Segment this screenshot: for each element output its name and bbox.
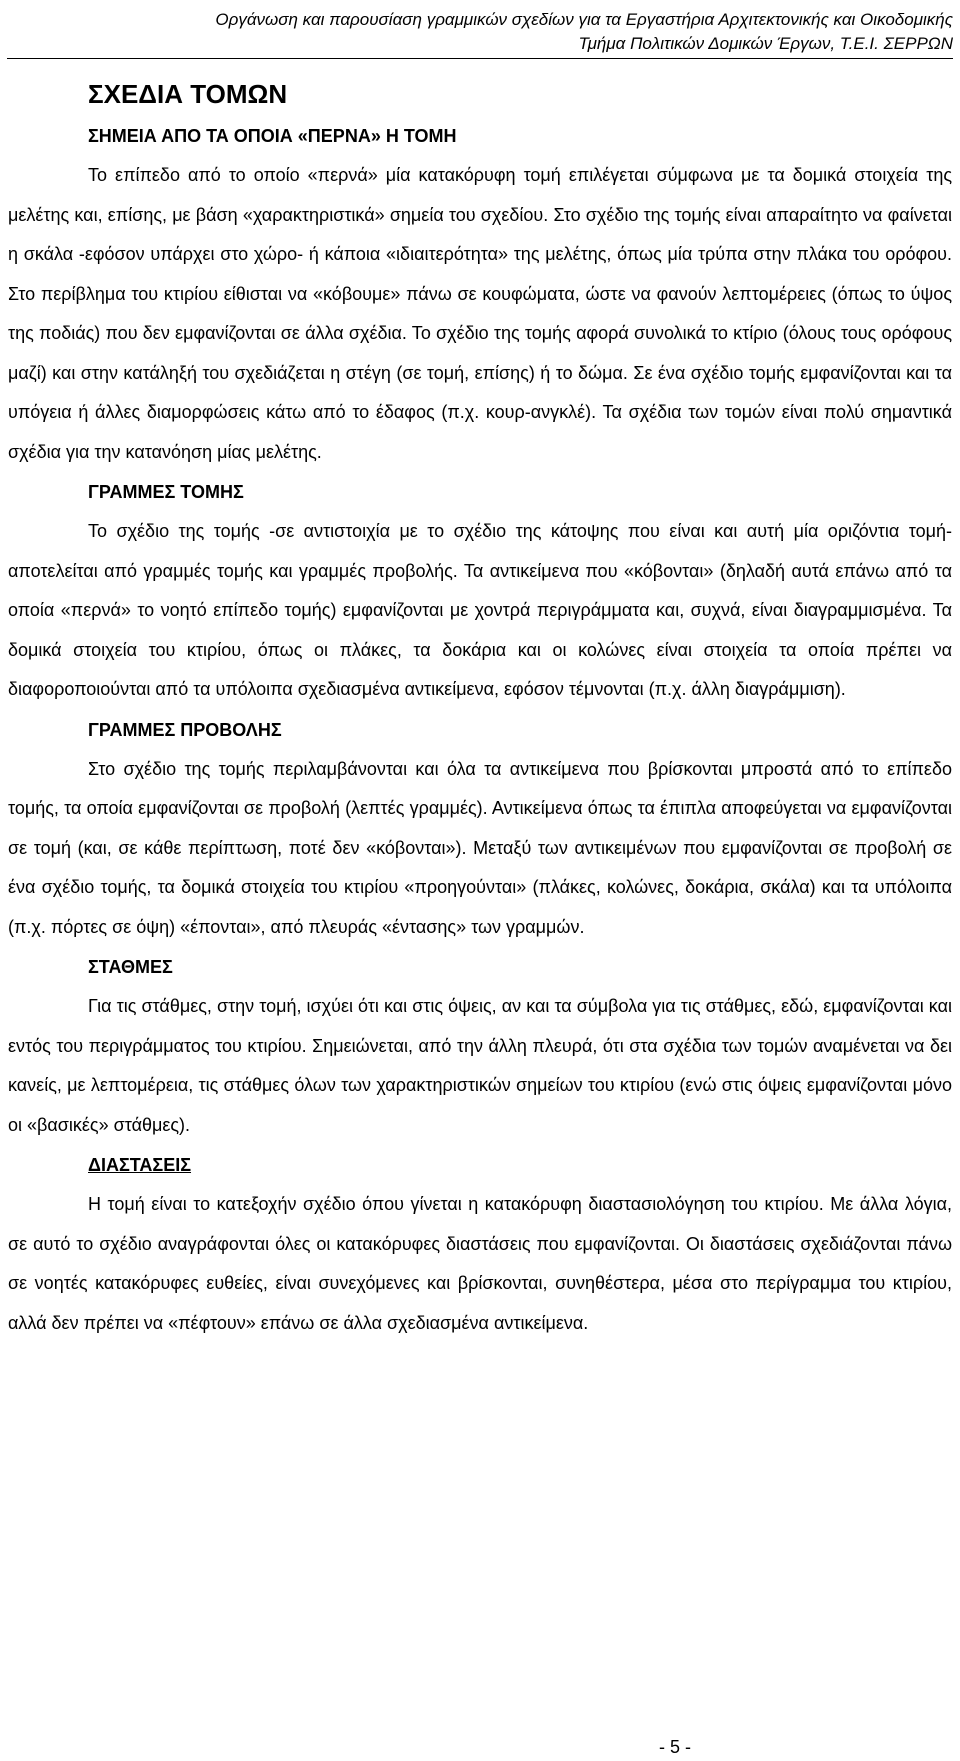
section-heading-dimensions: ΔΙΑΣΤΑΣΕΙΣ: [88, 1155, 192, 1175]
running-header: [7, 8, 953, 59]
section-heading-section-lines: ΓΡΑΜΜΕΣ ΤΟΜΗΣ: [88, 482, 244, 502]
section-body-levels: Για τις στάθμες, στην τομή, ισχύει ότι και στις όψεις, αν και τα σύμβολα για τις στάθμες, εδώ, εμφανίζονται και εντός του περιγράμματος του κτιρίου. Σημειώνεται, από την άλλη πλευρά, ότι στα σχέδια των τομών αναμένεται να δει κανείς, με λεπτομέρεια, τις στάθμες όλων των χαρακτηριστικών σημείων του κτιρίου (ενώ στις όψεις εμφανίζονται μόνο οι «βασικές» στάθμες).: [8, 996, 952, 1135]
section-body-section-lines: Το σχέδιο της τομής -σε αντιστοιχία με το σχέδιο της κάτοψης που είναι και αυτή μία οριζόντια τομή- αποτελείται από γραμμές τομής και γραμμές προβολής. Τα αντικείμενα που «κόβονται» (δηλαδή αυτά επάνω από τα οποία «περνά» το νοητό επίπεδο τομής) εμφανίζονται με χοντρά περιγράμματα και, συχνά, είναι διαγραμμισμένα. Τα δομικά στοιχεία του κτιρίου, όπως οι πλάκες, τα δοκάρια και οι κολώνες είναι στοιχεία τα οποία πρέπει να διαφοροποιούνται από τα υπόλοιπα σχεδιασμένα αντικείμενα, εφόσον τέμνονται (π.χ. άλλη διαγράμμιση).: [8, 521, 952, 699]
header-department: Τμήμα Πολιτικών Δομικών Έργων, Τ.Ε.Ι. ΣΕΡΡΩΝ: [578, 34, 953, 53]
page-number: - 5 -: [658, 1737, 691, 1757]
section-body-points: Το επίπεδο από το οποίο «περνά» μία κατακόρυφη τομή επιλέγεται σύμφωνα με τα δομικά στοιχεία της μελέτης και, επίσης, με βάση «χαρακτηριστικά» σημεία του σχεδίου. Στο σχέδιο της τομής είναι απαραίτητο να φαίνεται η σκάλα -εφόσον υπάρχει στο χώρο- ή κάποια «ιδιαιτερότητα» της μελέτης, όπως μία τρύπα στην πλάκα του ορόφου. Στο περίβλημα του κτιρίου είθισται να «κόβουμε» πάνω σε κουφώματα, ώστε να φανούν λεπτομέρειες (όπως το ύψος της ποδιάς) που δεν εμφανίζονται σε άλλα σχέδια. Το σχέδιο της τομής αφορά συνολικά το κτίριο (όλους τους ορόφους μαζί) και στην κατάληξή του σχεδιάζεται η στέγη (σε τομή, επίσης) ή το δώμα. Σε ένα σχέδιο τομής εμφανίζονται και τα υπόγεια ή άλλες διαμορφώσεις κάτω από το έδαφος (π.χ. κουρ-ανγκλέ). Τα σχέδια των τομών είναι πολύ σημαντικά σχέδια για την κατανόηση μίας μελέτης.: [8, 165, 952, 462]
section-heading-levels: ΣΤΑΘΜΕΣ: [88, 957, 173, 977]
header-course-title: Οργάνωση και παρουσίαση γραμμικών σχεδίων για τα Εργαστήρια Αρχιτεκτονικής και Οικοδομικής: [215, 10, 953, 29]
section-heading-projection-lines: ΓΡΑΜΜΕΣ ΠΡΟΒΟΛΗΣ: [88, 719, 282, 740]
document-body: [8, 78, 952, 1343]
section-body-dimensions: Η τομή είναι το κατεξοχήν σχέδιο όπου γίνεται η κατακόρυφη διαστασιολόγηση του κτιρίου. Με άλλα λόγια, σε αυτό το σχέδιο αναγράφονται όλες οι κατακόρυφες διαστάσεις που εμφανίζονται. Οι διαστάσεις σχεδιάζονται πάνω σε νοητές κατακόρυφες ευθείες, είναι συνεχόμενες και βρίσκονται, συνηθέστερα, μέσα στο περίγραμμα του κτιρίου, αλλά δεν πρέπει να «πέφτουν» επάνω σε άλλα σχεδιασμένα αντικείμενα.: [8, 1194, 952, 1333]
page-title: ΣΧΕΔΙΑ ΤΟΜΩΝ: [88, 79, 288, 109]
section-body-projection-lines: Στο σχέδιο της τομής περιλαμβάνονται και όλα τα αντικείμενα που βρίσκονται μπροστά από το επίπεδο τομής, τα οποία εμφανίζονται σε προβολή (λεπτές γραμμές). Αντικείμενα όπως τα έπιπλα αποφεύγεται να εμφανίζονται σε τομή (και, σε κάθε περίπτωση, ποτέ δεν «κόβονται»). Μεταξύ των αντικειμένων που εμφανίζονται σε προβολή σε ένα σχέδιο τομής, τα δομικά στοιχεία του κτιρίου «προηγούνται» (πλάκες, κολώνες, δοκάρια, σκάλα) και τα υπόλοιπα (π.χ. πόρτες σε όψη) «έπονται», από πλευράς «έντασης» των γραμμών.: [8, 758, 952, 937]
section-heading-points: ΣΗΜΕΙΑ ΑΠΟ ΤΑ ΟΠΟΙΑ «ΠΕΡΝΑ» Η ΤΟΜΗ: [88, 126, 457, 146]
